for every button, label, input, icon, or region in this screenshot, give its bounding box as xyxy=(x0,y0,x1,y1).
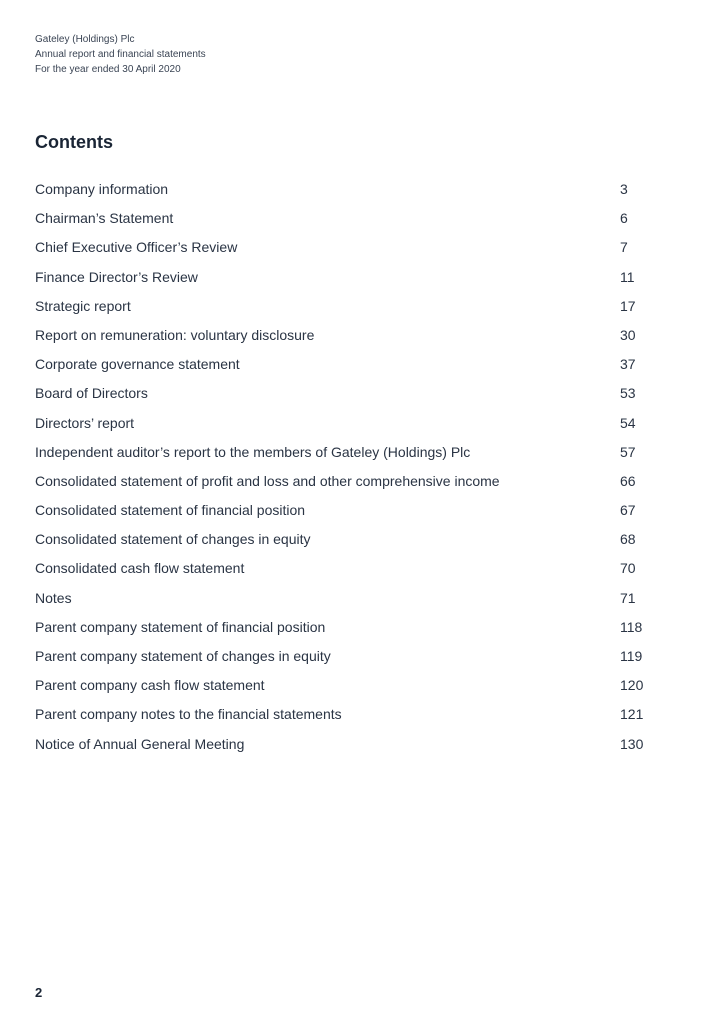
toc-entry-title: Consolidated statement of changes in equity xyxy=(35,531,311,548)
toc-entry-title: Corporate governance statement xyxy=(35,356,240,373)
company-name: Gateley (Holdings) Plc xyxy=(35,34,135,45)
report-title: Annual report and financial statements xyxy=(35,49,206,60)
toc-entry-page-number: 67 xyxy=(620,502,636,519)
toc-entry-title: Consolidated statement of financial position xyxy=(35,502,306,519)
toc-entry-title: Notes xyxy=(35,589,72,606)
page-number: 2 xyxy=(35,985,43,1000)
toc-entry-page-number: 71 xyxy=(620,589,636,606)
toc-entry[interactable] xyxy=(35,498,655,527)
toc-entry-page-number: 70 xyxy=(620,560,636,577)
toc-entry[interactable] xyxy=(35,644,655,673)
toc-entry[interactable] xyxy=(35,294,655,323)
toc-entry[interactable] xyxy=(35,352,655,381)
toc-entry[interactable] xyxy=(35,702,655,731)
toc-entry-title: Company information xyxy=(35,181,169,197)
toc-entry-page-number: 30 xyxy=(620,326,636,343)
toc-entry-title: Chairman’s Statement xyxy=(35,210,174,227)
toc-entry-page-number: 119 xyxy=(620,648,643,664)
toc-entry[interactable] xyxy=(35,469,655,498)
toc-entry-page-number: 53 xyxy=(620,385,636,402)
toc-entry-title: Parent company cash flow statement xyxy=(35,677,265,694)
toc-entry-page-number: 118 xyxy=(620,618,643,635)
toc-entry-page-number: 130 xyxy=(620,735,644,752)
toc-entry-page-number: 68 xyxy=(620,531,636,548)
toc-entry-page-number: 121 xyxy=(620,706,644,723)
toc-entry[interactable] xyxy=(35,411,655,440)
toc-entry-page-number: 37 xyxy=(620,356,636,373)
toc-entry-page-number: 66 xyxy=(620,472,636,489)
toc-entry-title: Parent company notes to the financial statements xyxy=(35,706,342,723)
toc-entry[interactable] xyxy=(35,323,655,352)
toc-entry-title: Chief Executive Officer’s Review xyxy=(35,239,238,256)
toc-entry-page-number: 57 xyxy=(620,443,636,460)
toc-entry-title: Strategic report xyxy=(35,297,131,314)
toc-entry-page-number: 6 xyxy=(620,210,628,227)
toc-entry[interactable] xyxy=(35,265,655,294)
toc-entry[interactable] xyxy=(35,381,655,410)
toc-entry[interactable] xyxy=(35,556,655,585)
report-period: For the year ended 30 April 2020 xyxy=(35,64,181,75)
toc-entry-title: Parent company statement of changes in equity xyxy=(35,648,331,664)
toc-entry-title: Consolidated statement of profit and loss and other comprehensive income xyxy=(35,472,500,489)
toc-entry-title: Consolidated cash flow statement xyxy=(35,560,245,577)
toc-entry-page-number: 11 xyxy=(620,268,635,285)
toc-entry-page-number: 7 xyxy=(620,239,628,256)
toc-entry[interactable] xyxy=(35,235,655,264)
contents-heading: Contents xyxy=(35,132,113,152)
toc-entry-title: Parent company statement of financial position xyxy=(35,618,326,635)
toc-entry[interactable] xyxy=(35,527,655,556)
toc-entry-title: Report on remuneration: voluntary disclosure xyxy=(35,326,315,343)
table-of-contents xyxy=(35,177,655,761)
toc-entry-title: Notice of Annual General Meeting xyxy=(35,735,245,752)
document-header xyxy=(35,32,206,77)
toc-entry-page-number: 120 xyxy=(620,677,644,694)
toc-entry[interactable] xyxy=(35,586,655,615)
toc-entry-page-number: 17 xyxy=(620,297,636,314)
toc-entry[interactable] xyxy=(35,615,655,644)
toc-entry-title: Independent auditor’s report to the members of Gateley (Holdings) Plc xyxy=(35,443,471,460)
toc-entry-title: Finance Director’s Review xyxy=(35,268,198,285)
toc-entry[interactable] xyxy=(35,673,655,702)
toc-entry-title: Directors’ report xyxy=(35,414,135,431)
toc-entry[interactable] xyxy=(35,206,655,235)
toc-entry-page-number: 3 xyxy=(620,181,628,197)
toc-entry[interactable] xyxy=(35,440,655,469)
toc-entry-page-number: 54 xyxy=(620,414,636,431)
toc-entry[interactable] xyxy=(35,177,655,206)
toc-entry-title: Board of Directors xyxy=(35,385,148,402)
toc-entry[interactable] xyxy=(35,732,655,761)
